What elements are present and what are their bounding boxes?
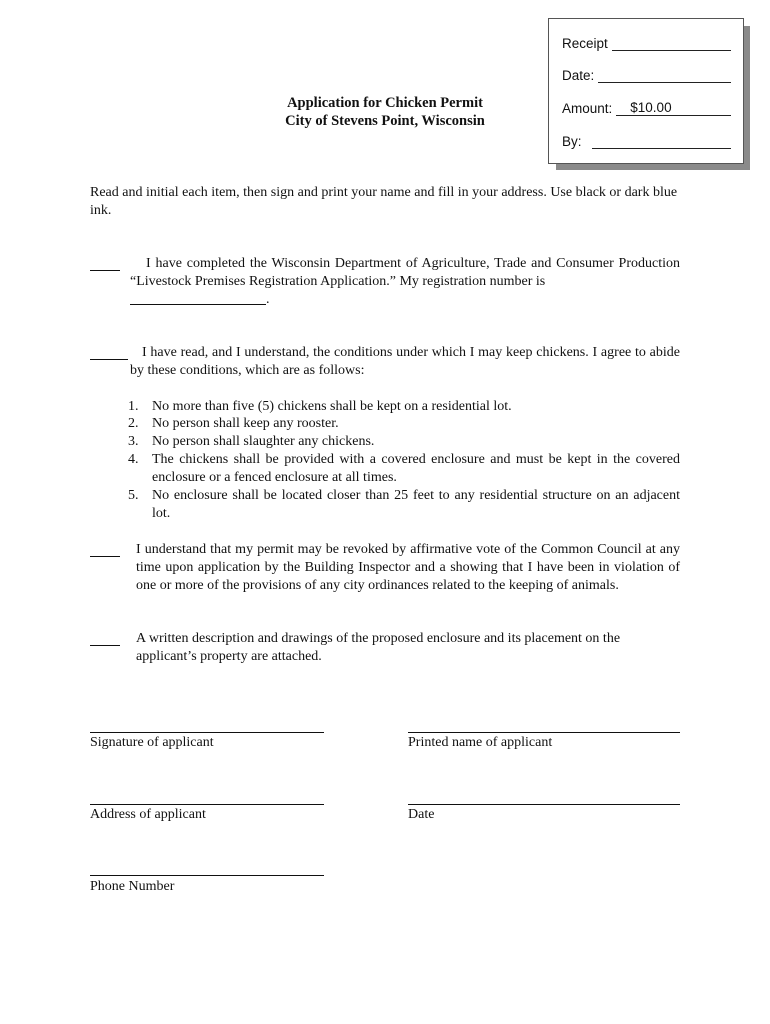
item4-text: A written description and drawings of the proposed enclosure and its placement on the applicant’s property are attached.	[136, 631, 621, 664]
receipt-date-field[interactable]	[598, 69, 731, 83]
address-label: Address of applicant	[90, 807, 206, 822]
list-item-text: No more than five (5) chickens shall be kept on a residential lot.	[152, 399, 512, 414]
list-item	[128, 415, 680, 433]
receipt-amount-value: $10.00	[630, 100, 672, 115]
phone-line[interactable]	[90, 875, 324, 876]
receipt-field[interactable]	[612, 37, 731, 51]
list-item-text: No person shall keep any rooster.	[152, 416, 339, 431]
receipt-by-field[interactable]	[592, 135, 731, 149]
page-title	[200, 94, 570, 130]
printed-name-line[interactable]	[408, 732, 680, 733]
list-item	[128, 433, 680, 451]
list-item-number: 3.	[128, 434, 139, 449]
item1-suffix: .	[266, 292, 270, 307]
list-item	[128, 398, 680, 416]
item2-initial-blank[interactable]	[90, 359, 128, 360]
receipt-date-line	[562, 65, 731, 83]
address-line[interactable]	[90, 804, 324, 805]
signature-line[interactable]	[90, 732, 324, 733]
item2-text: I have read, and I understand, the conditions under which I may keep chickens. I agree to abide by these conditions, which are as follows:	[130, 345, 680, 378]
list-item	[128, 487, 680, 523]
receipt-amount-field	[616, 102, 731, 116]
item3-text: I understand that my permit may be revoked by affirmative vote of the Common Council at any time upon application by the Building Inspector and a showing that I have been in violation of one or more of the provisions of any city ordinances related to the keeping of animals.	[136, 542, 680, 593]
list-item-number: 5.	[128, 488, 139, 503]
receipt-box	[548, 18, 744, 164]
list-item-number: 1.	[128, 399, 139, 414]
receipt-label: Receipt	[562, 36, 608, 51]
item4-initial-blank[interactable]	[90, 645, 120, 646]
registration-number-blank[interactable]	[130, 304, 266, 305]
list-item-text: The chickens shall be provided with a covered enclosure and must be kept in the covered enclosure or a fenced enclosure at all times.	[152, 452, 680, 485]
instructions-text: Read and initial each item, then sign and print your name and fill in your address. Use black or dark blue ink.	[90, 185, 678, 218]
receipt-amount-line	[562, 98, 731, 116]
list-item-number: 4.	[128, 452, 139, 467]
receipt-by-line	[562, 131, 731, 149]
item1-paragraph	[130, 255, 680, 291]
title-line-2: City of Stevens Point, Wisconsin	[285, 113, 485, 129]
date-line[interactable]	[408, 804, 680, 805]
phone-label: Phone Number	[90, 879, 175, 894]
printed-name-label: Printed name of applicant	[408, 735, 553, 750]
item3-initial-blank[interactable]	[90, 556, 120, 557]
signature-label: Signature of applicant	[90, 735, 214, 750]
item1-text: I have completed the Wisconsin Department of Agriculture, Trade and Consumer Production “Livestock Premises Registration Application.” My registration number is	[130, 256, 680, 289]
receipt-amount-label: Amount:	[562, 101, 613, 116]
item1-initial-blank[interactable]	[90, 270, 120, 271]
list-item-text: No enclosure shall be located closer than 25 feet to any residential structure on an adjacent lot.	[152, 488, 680, 521]
receipt-line	[562, 33, 731, 51]
list-item-number: 2.	[128, 416, 139, 431]
list-item-text: No person shall slaughter any chickens.	[152, 434, 375, 449]
receipt-by-label: By:	[562, 134, 582, 149]
list-item	[128, 451, 680, 487]
receipt-date-label: Date:	[562, 68, 595, 83]
title-line-1: Application for Chicken Permit	[287, 95, 483, 111]
date-label: Date	[408, 807, 435, 822]
